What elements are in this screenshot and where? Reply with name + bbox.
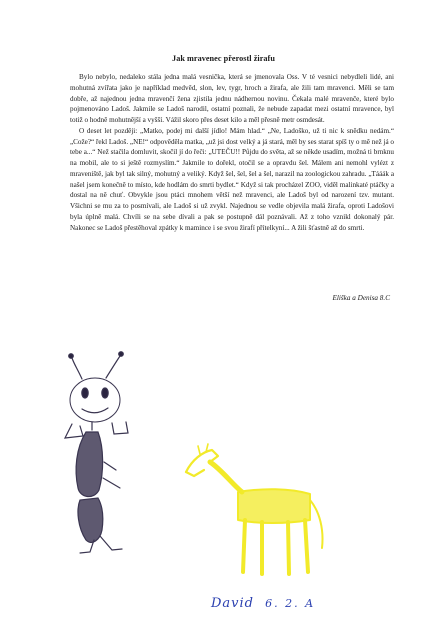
story-title: Jak mravenec přerostl žirafu	[172, 54, 275, 63]
ant-eye	[102, 388, 108, 398]
ant-antenna-tip	[119, 352, 124, 357]
ant-antenna-tip	[69, 354, 74, 359]
ant-antenna-left	[72, 358, 82, 379]
ant-leg	[100, 536, 122, 550]
giraffe-head	[186, 450, 218, 472]
giraffe-tail	[310, 500, 323, 548]
ant-drawing	[65, 352, 128, 553]
signature-class: 6. 2. A	[265, 597, 316, 610]
signature-name: David	[211, 596, 254, 611]
ant-arm-right	[112, 422, 128, 434]
giraffe-body	[238, 489, 310, 523]
giraffe-neck	[210, 462, 242, 492]
ant-leg	[103, 478, 120, 488]
story-author: Eliška a Denisa 8.C	[332, 294, 390, 302]
ant-antenna-right	[106, 356, 120, 378]
giraffe-leg	[305, 520, 308, 572]
ant-thorax	[76, 432, 103, 497]
ant-arm-left	[65, 424, 83, 438]
giraffe-snout	[186, 470, 204, 476]
ant-head	[70, 378, 120, 422]
ant-mouth	[82, 408, 108, 413]
giraffe-leg	[243, 520, 245, 572]
ant-leg	[104, 462, 116, 470]
story-paragraph: O deset let později: „Matko, podej mi další jídlo! Mám hlad.“ „Ne, Ladoško, už ti nic k snědku nedám.“ „Cože?“ řekl Ladoš. „NE!“ odpověděla matka, „už jsi dost velký a já stará, měl by ses starat spíš ty o mě než já o tebe a...“ Než stačila domluvit, skočil jí do řeči: „UTEČU!! Půjdu do světa, až se někde usadím, možná ti brnknu na mobil, ale to si ještě rozmyslím.“ Jakmile to dořekl, otočil se a opravdu šel. Málem ani nemohl vylézt z mraveniště, jak byl tak silný, mohutný a veliký. Když šel, šel, šel a šel, narazil na zoologickou zahradu. „Tááák a našel jsem konečně to místo, kde hodlám do smrti bydlet.“ Když si tak procházel ZOO, viděl malinkaté ptáčky a dostal na ně chuť. Obvykle jsou ptáci mnohem větší než mravenci, ale Ladoš byl od narození tzv. mutant. Všichni se mu za to posmívali, ale Ladoš si už zvykl. Najednou se vedle objevila malá žirafa, oproti Ladošovi byla úplně malá. Chvíli se na sebe dívali a pak se postupně dál poznávali. Až z toho vznikl dokonalý pár. Nakonec se Ladoš přestěhoval zpátky k mamince i se svou žirafí přítelkyní... A žili šťastně až do smrti.	[70, 126, 394, 232]
story-paragraph: Bylo nebylo, nedaleko stála jedna malá vesnička, která se jmenovala Oss. V té vesnici nebydleli lidé, ani mohutná zvířata jako je například medvěd, slon, lev, tygr, hroch a žirafa, ale žili tam mravenci. Měli se tam dobře, až najednou jedna mravenčí žena zjistila jednu nádhernou novinu. Čekala malé mravenče, které bylo pojmenováno Ladoš. Jakmile se Ladoš narodil, ostatní poznali, že nebude zapadat mezi ostatní mravence, byl totiž o hodně mohutnější a vyšší. Vážil skoro přes deset kilo a měl přesně metr osmdesát.	[70, 73, 394, 124]
giraffe-drawing	[186, 444, 323, 574]
ant-eye	[82, 388, 88, 398]
ant-abdomen	[78, 498, 103, 542]
signature	[211, 596, 315, 611]
giraffe-leg	[288, 522, 289, 574]
